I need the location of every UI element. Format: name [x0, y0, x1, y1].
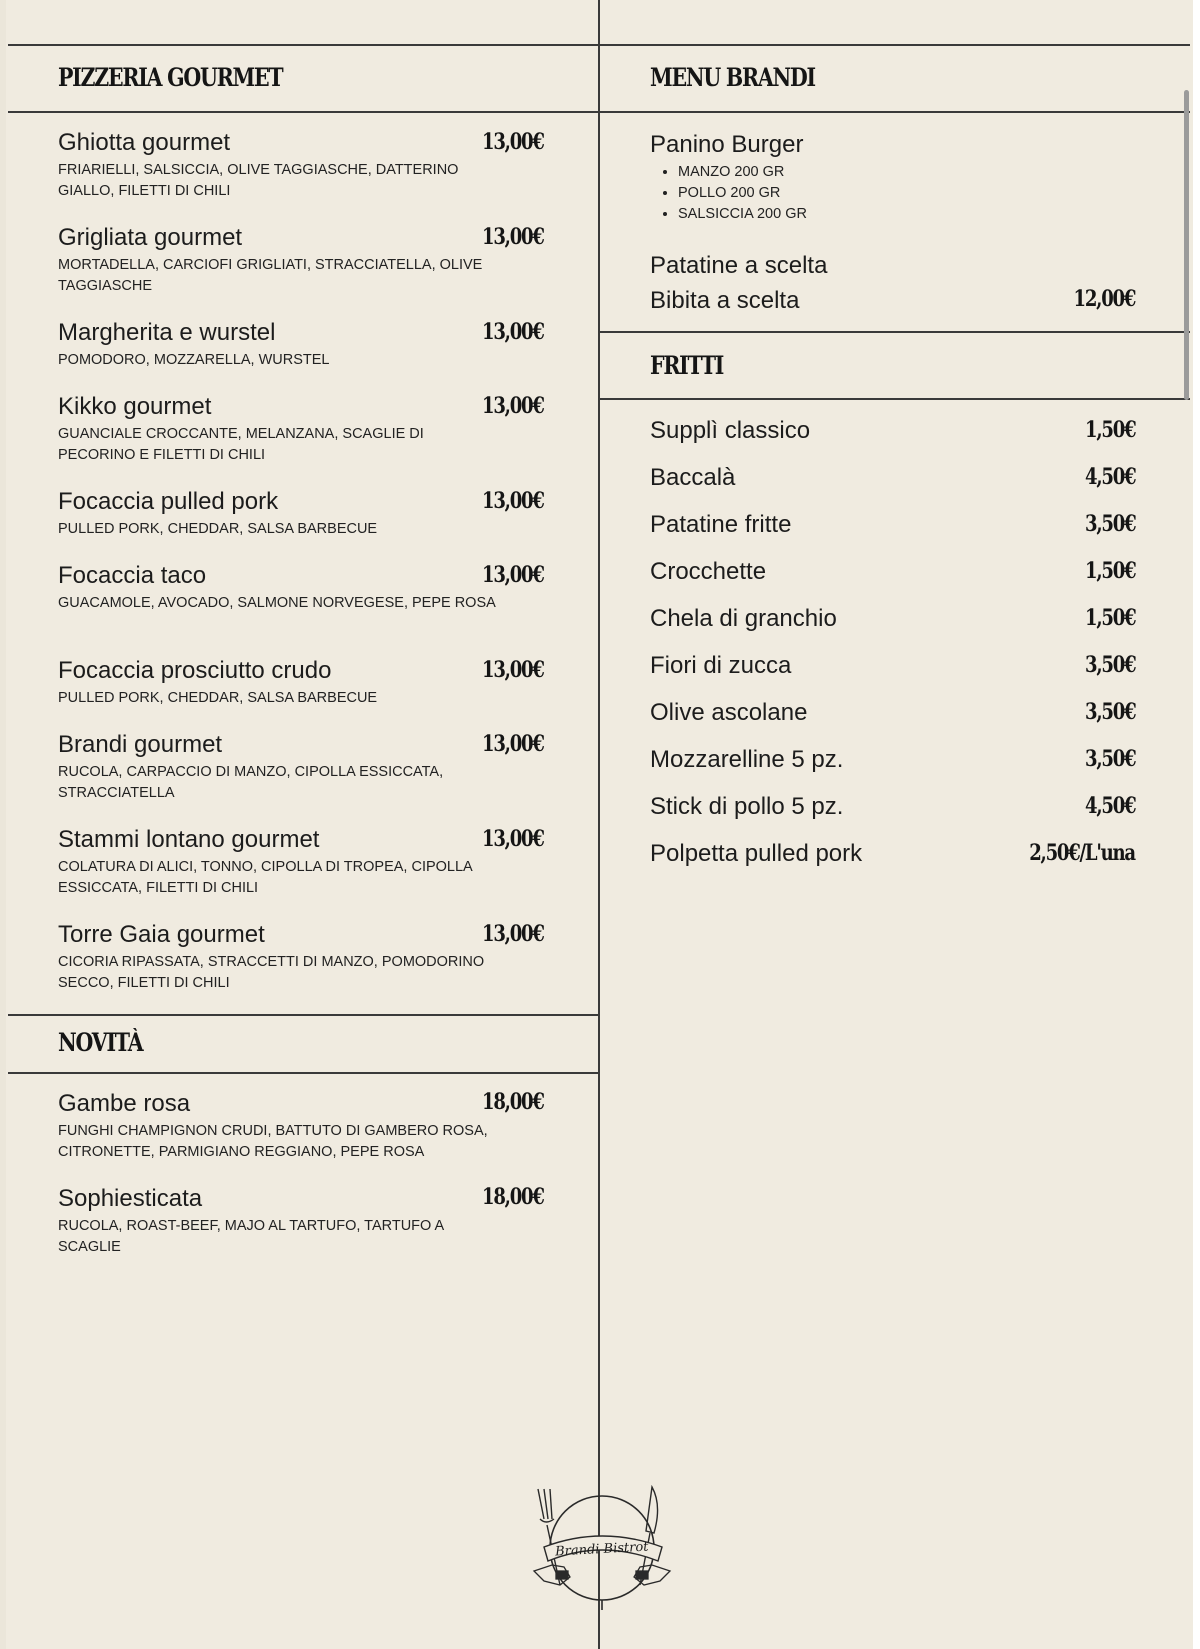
- item-name: Kikko gourmet: [58, 393, 212, 420]
- item-price: 13,00€: [482, 562, 544, 588]
- menu-item: [58, 318, 548, 371]
- item-description: GUANCIALE CROCCANTE, MELANZANA, SCAGLIE DI PECORINO E FILETTI DI CHILI: [58, 426, 424, 463]
- menu-item: [58, 825, 548, 899]
- fritti-item-price: 4,50€: [1084, 793, 1135, 819]
- section-title-fritti: FRITTI: [650, 351, 724, 380]
- fritti-item-price: 1,50€: [1084, 605, 1135, 631]
- fritti-item-name: Olive ascolane: [650, 699, 808, 726]
- item-price: 18,00€: [482, 1089, 544, 1115]
- menu-item: [58, 487, 548, 540]
- menu-item: [58, 730, 548, 804]
- fritti-item-price: 2,50€/L'una: [1029, 840, 1135, 866]
- item-name: Grigliata gourmet: [58, 224, 243, 251]
- item-description: RUCOLA, CARPACCIO DI MANZO, CIPOLLA ESSICCATA, STRACCIATELLA: [58, 764, 444, 801]
- item-name: Margherita e wurstel: [58, 319, 276, 346]
- fritti-item-price: 1,50€: [1084, 417, 1135, 443]
- item-price: 13,00€: [482, 826, 544, 852]
- page-right-margin: [1193, 0, 1200, 1649]
- fritti-item-name: Crocchette: [650, 558, 767, 585]
- fritti-item-price: 3,50€: [1084, 699, 1135, 725]
- item-price: 13,00€: [482, 393, 544, 419]
- brandi-bistrot-logo: [530, 1485, 675, 1610]
- menu-item: [58, 1184, 548, 1258]
- item-name: Brandi gourmet: [58, 731, 223, 758]
- page-left-edge: [0, 0, 6, 1649]
- list-item: • SALSICCIA 200 GR: [678, 204, 807, 225]
- rule-pizzeria-header: [8, 111, 599, 113]
- item-name: Gambe rosa: [58, 1090, 191, 1117]
- item-name: Ghiotta gourmet: [58, 129, 231, 156]
- menu-item: [58, 561, 548, 614]
- menu-item: [58, 392, 548, 466]
- burger-name: Panino Burger: [650, 131, 804, 158]
- burger-options-list: [650, 162, 807, 225]
- section-title-pizzeria: PIZZERIA GOURMET: [58, 63, 283, 92]
- fritti-item-name: Supplì classico: [650, 417, 811, 444]
- rule-menu-brandi-header: [599, 111, 1190, 113]
- drink-choice: Bibita a scelta: [650, 287, 800, 314]
- rule-fritti-header: [599, 398, 1190, 400]
- item-description: PULLED PORK, CHEDDAR, SALSA BARBECUE: [58, 521, 378, 537]
- fritti-item-price: 1,50€: [1084, 558, 1135, 584]
- item-name: Focaccia pulled pork: [58, 488, 279, 515]
- column-divider: [598, 0, 600, 1649]
- menu-item: [58, 1089, 548, 1163]
- item-price: 13,00€: [482, 731, 544, 757]
- fritti-item-name: Patatine fritte: [650, 511, 792, 538]
- item-description: FRIARIELLI, SALSICCIA, OLIVE TAGGIASCHE, DATTERINO GIALLO, FILETTI DI CHILI: [58, 162, 459, 199]
- list-item: • MANZO 200 GR: [678, 162, 807, 183]
- fritti-item-name: Mozzarelline 5 pz.: [650, 746, 844, 773]
- menu-item: [58, 920, 548, 994]
- menu-item: [58, 128, 548, 202]
- fritti-item-price: 3,50€: [1084, 652, 1135, 678]
- item-description: PULLED PORK, CHEDDAR, SALSA BARBECUE: [58, 690, 378, 706]
- item-price: 13,00€: [482, 129, 544, 155]
- menu-item: [58, 223, 548, 297]
- item-description: GUACAMOLE, AVOCADO, SALMONE NORVEGESE, PEPE ROSA: [58, 595, 496, 611]
- item-description: POMODORO, MOZZARELLA, WURSTEL: [58, 352, 330, 368]
- fritti-item-name: Chela di granchio: [650, 605, 837, 632]
- fritti-item-name: Polpetta pulled pork: [650, 840, 863, 867]
- rule-novita-top: [8, 1014, 599, 1016]
- menu-item: [58, 656, 548, 709]
- item-name: Focaccia taco: [58, 562, 207, 589]
- item-description: CICORIA RIPASSATA, STRACCETTI DI MANZO, POMODORINO SECCO, FILETTI DI CHILI: [58, 954, 485, 991]
- item-description: COLATURA DI ALICI, TONNO, CIPOLLA DI TROPEA, CIPOLLA ESSICCATA, FILETTI DI CHILI: [58, 859, 472, 896]
- item-price: 13,00€: [482, 319, 544, 345]
- section-title-menu-brandi: MENU BRANDI: [650, 63, 815, 92]
- section-title-novita: NOVITÀ: [58, 1028, 143, 1057]
- item-price: 13,00€: [482, 921, 544, 947]
- item-price: 13,00€: [482, 657, 544, 683]
- rule-top-left: [8, 44, 599, 46]
- fritti-item-name: Baccalà: [650, 464, 736, 491]
- item-price: 13,00€: [482, 224, 544, 250]
- item-description: FUNGHI CHAMPIGNON CRUDI, BATTUTO DI GAMBERO ROSA, CITRONETTE, PARMIGIANO REGGIANO, PEPE ROSA: [58, 1123, 488, 1160]
- fritti-item-name: Fiori di zucca: [650, 652, 792, 679]
- rule-top-right: [599, 44, 1190, 46]
- item-price: 13,00€: [482, 488, 544, 514]
- item-name: Torre Gaia gourmet: [58, 921, 265, 948]
- fritti-item-price: 4,50€: [1084, 464, 1135, 490]
- fritti-item-price: 3,50€: [1084, 511, 1135, 537]
- item-name: Sophiesticata: [58, 1185, 203, 1212]
- fritti-item-name: Stick di pollo 5 pz.: [650, 793, 844, 820]
- item-name: Stammi lontano gourmet: [58, 826, 320, 853]
- menu-brandi-price: 12,00€: [1073, 286, 1135, 312]
- item-description: MORTADELLA, CARCIOFI GRIGLIATI, STRACCIATELLA, OLIVE TAGGIASCHE: [58, 257, 483, 294]
- logo-text: Brandi Bistrot: [554, 1539, 649, 1560]
- item-price: 18,00€: [482, 1184, 544, 1210]
- rule-fritti-top: [599, 331, 1190, 333]
- scrollbar[interactable]: [1184, 90, 1189, 400]
- list-item: • POLLO 200 GR: [678, 183, 807, 204]
- item-description: RUCOLA, ROAST-BEEF, MAJO AL TARTUFO, TARTUFO A SCAGLIE: [58, 1218, 444, 1255]
- fries-choice: Patatine a scelta: [650, 252, 828, 279]
- fritti-item-price: 3,50€: [1084, 746, 1135, 772]
- item-name: Focaccia prosciutto crudo: [58, 657, 332, 684]
- rule-novita-header: [8, 1072, 599, 1074]
